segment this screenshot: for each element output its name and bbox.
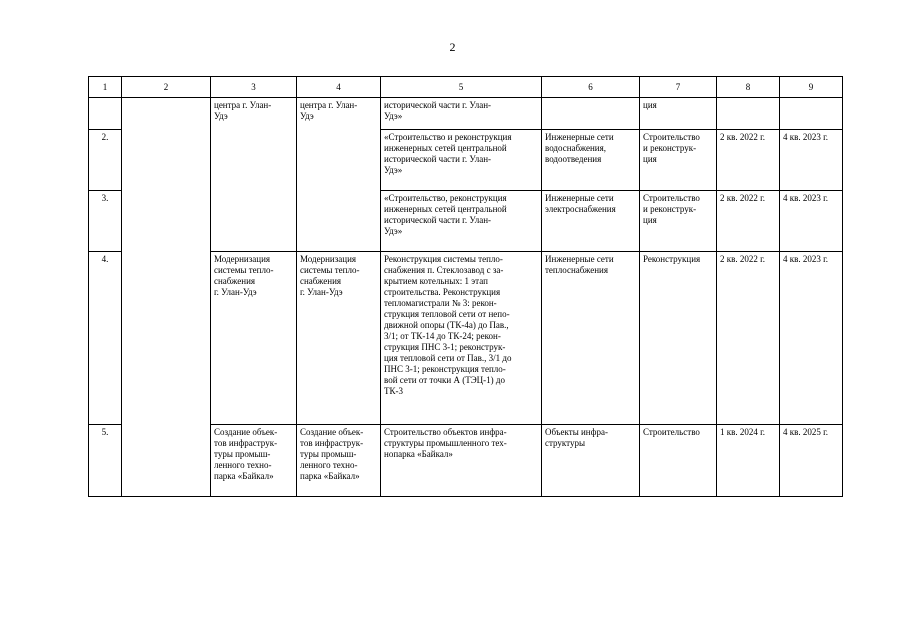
end-date-cell	[780, 98, 843, 130]
column-header: 1	[89, 77, 122, 98]
object-type-cell: Инженерные сети теплоснабжения	[542, 252, 640, 425]
event-name-cell: центра г. Улан- Удэ	[211, 98, 297, 252]
row-number-cell: 2.	[89, 130, 122, 191]
work-type-cell: Строительство и реконструк- ция	[640, 130, 717, 191]
work-type-cell: Реконструкция	[640, 252, 717, 425]
description-cell: Реконструкция системы тепло- снабжения п. Стеклозавод с за- крытием котельных: 1 этап строительства. Реконструкция тепломагистрали № 3: рекон- струкция тепловой сети от непо- движной опоры (ТК-4а) до Пав., 3/1; от ТК-14 до ТК-24; рекон- струкция ПНС 3-1; реконструк- ция тепловой сети от Пав., 3/1 до ПНС 3-1; реконструкция тепло- вой сети от точки А (ТЭЦ-1) до ТК-3	[381, 252, 542, 425]
start-date-cell: 2 кв. 2022 г.	[717, 130, 780, 191]
table-row	[89, 98, 843, 130]
end-date-cell: 4 кв. 2023 г.	[780, 130, 843, 191]
work-type-cell: Строительство	[640, 425, 717, 497]
event-name-cell: Создание объек- тов инфраструк- туры промыш- ленного техно- парка «Байкал»	[211, 425, 297, 497]
work-type-cell: ция	[640, 98, 717, 130]
project-name-cell: Создание объек- тов инфраструк- туры промыш- ленного техно- парка «Байкал»	[297, 425, 381, 497]
end-date-cell: 4 кв. 2025 г.	[780, 425, 843, 497]
description-cell: исторической части г. Улан- Удэ»	[381, 98, 542, 130]
object-type-cell: Инженерные сети электроснабжения	[542, 191, 640, 252]
column-header: 9	[780, 77, 843, 98]
start-date-cell: 2 кв. 2022 г.	[717, 191, 780, 252]
start-date-cell: 2 кв. 2022 г.	[717, 252, 780, 425]
row-number-cell: 5.	[89, 425, 122, 497]
column-header: 6	[542, 77, 640, 98]
start-date-cell: 1 кв. 2024 г.	[717, 425, 780, 497]
description-cell: «Строительство, реконструкция инженерных сетей центральной исторической части г. Улан- Удэ»	[381, 191, 542, 252]
table-header-row	[89, 77, 843, 98]
start-date-cell	[717, 98, 780, 130]
column-header: 4	[297, 77, 381, 98]
column-header: 8	[717, 77, 780, 98]
column-2-cell	[122, 98, 211, 497]
description-cell: Строительство объектов инфра- структуры промышленного тех- нопарка «Байкал»	[381, 425, 542, 497]
page-number: 2	[449, 40, 456, 54]
event-name-cell: Модернизация системы тепло- снабжения г. Улан-Удэ	[211, 252, 297, 425]
column-header: 2	[122, 77, 211, 98]
object-type-cell	[542, 98, 640, 130]
project-name-cell: центра г. Улан- Удэ	[297, 98, 381, 252]
object-type-cell: Инженерные сети водоснабжения, водоотведения	[542, 130, 640, 191]
column-header: 5	[381, 77, 542, 98]
project-name-cell: Модернизация системы тепло- снабжения г. Улан-Удэ	[297, 252, 381, 425]
end-date-cell: 4 кв. 2023 г.	[780, 191, 843, 252]
description-cell: «Строительство и реконструкция инженерных сетей центральной исторической части г. Улан- Удэ»	[381, 130, 542, 191]
column-header: 3	[211, 77, 297, 98]
work-type-cell: Строительство и реконструк- ция	[640, 191, 717, 252]
column-header: 7	[640, 77, 717, 98]
end-date-cell: 4 кв. 2023 г.	[780, 252, 843, 425]
projects-table	[88, 76, 843, 497]
object-type-cell: Объекты инфра- структуры	[542, 425, 640, 497]
row-number-cell: 4.	[89, 252, 122, 425]
row-number-cell: 3.	[89, 191, 122, 252]
row-number-cell	[89, 98, 122, 130]
